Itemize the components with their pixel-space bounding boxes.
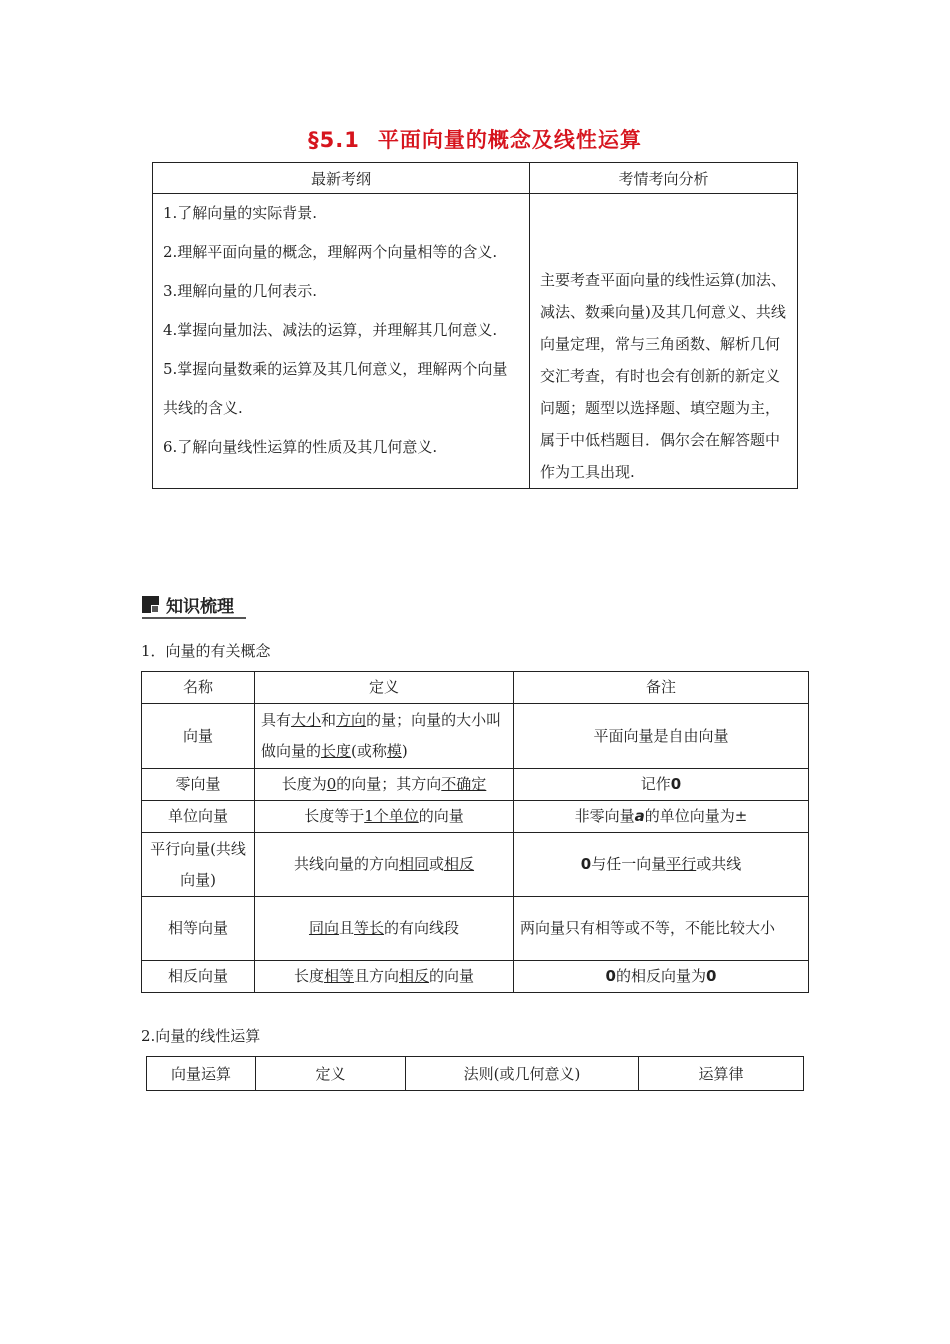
- table-row: [142, 897, 809, 961]
- syllabus-item: 6.了解向量线性运算的性质及其几何意义.: [163, 438, 438, 456]
- table-row: [142, 801, 809, 833]
- row-definition: 长度相等且方向相反的向量: [255, 961, 514, 993]
- outline-table: [152, 162, 798, 489]
- row-definition: 具有大小和方向的量；向量的大小叫做向量的长度(或称模): [255, 704, 514, 769]
- section-underline: [142, 617, 246, 619]
- concept-header-name: 名称: [142, 672, 255, 704]
- concept-header-note: 备注: [514, 672, 809, 704]
- heading-concepts: 1．向量的有关概念: [141, 642, 271, 660]
- section-square-icon: [142, 596, 159, 613]
- row-definition: 共线向量的方向相同或相反: [255, 833, 514, 897]
- syllabus-item: 3.理解向量的几何表示.: [163, 282, 318, 300]
- row-note: 0的相反向量为0: [514, 961, 809, 993]
- syllabus-item: 2.理解平面向量的概念，理解两个向量相等的含义.: [163, 243, 498, 261]
- row-name: 向量: [142, 704, 255, 769]
- ops-header: 向量运算: [147, 1057, 256, 1091]
- row-definition: 长度等于1个单位的向量: [255, 801, 514, 833]
- row-name: 单位向量: [142, 801, 255, 833]
- row-name: 零向量: [142, 769, 255, 801]
- row-note: 两向量只有相等或不等，不能比较大小: [514, 897, 809, 961]
- syllabus-item: 1.了解向量的实际背景.: [163, 204, 318, 222]
- row-note: 0与任一向量平行或共线: [514, 833, 809, 897]
- row-name: 相等向量: [142, 897, 255, 961]
- outline-header-syllabus: 最新考纲: [153, 163, 530, 194]
- section-heading-text: 知识梳理: [166, 596, 234, 617]
- title-text: 平面向量的概念及线性运算: [377, 128, 642, 152]
- row-definition: 长度为0的向量；其方向不确定: [255, 769, 514, 801]
- concept-table: [141, 671, 809, 993]
- concept-header-definition: 定义: [255, 672, 514, 704]
- section-number: §5.1: [308, 128, 360, 152]
- ops-table: [146, 1056, 804, 1091]
- syllabus-item: 5.掌握向量数乘的运算及其几何意义，理解两个向量共线的含义.: [163, 360, 508, 417]
- section-heading: [142, 592, 234, 616]
- ops-header: 运算律: [639, 1057, 804, 1091]
- row-note: 记作0: [514, 769, 809, 801]
- row-name: 平行向量(共线向量): [142, 833, 255, 897]
- row-note: 非零向量a的单位向量为±: [514, 801, 809, 833]
- analysis-cell: 主要考查平面向量的线性运算(加法、减法、数乘向量)及其几何意义、共线向量定理，常与三角函数、解析几何交汇考查，有时也会有创新的新定义问题；题型以选择题、填空题为主，属于中低档题目．偶尔会在解答题中作为工具出现.: [530, 194, 798, 489]
- ops-header: 定义: [256, 1057, 406, 1091]
- table-row: [142, 704, 809, 769]
- heading-linear-ops: 2.向量的线性运算: [141, 1027, 261, 1045]
- table-row: [142, 833, 809, 897]
- table-row: [142, 961, 809, 993]
- ops-header: 法则(或几何意义): [406, 1057, 639, 1091]
- syllabus-cell: [153, 194, 530, 489]
- row-note: 平面向量是自由向量: [514, 704, 809, 769]
- row-definition: 同向且等长的有向线段: [255, 897, 514, 961]
- row-name: 相反向量: [142, 961, 255, 993]
- syllabus-item: 4.掌握向量加法、减法的运算，并理解其几何意义.: [163, 321, 498, 339]
- table-row: [142, 769, 809, 801]
- outline-header-analysis: 考情考向分析: [530, 163, 798, 194]
- page-title: [0, 124, 950, 154]
